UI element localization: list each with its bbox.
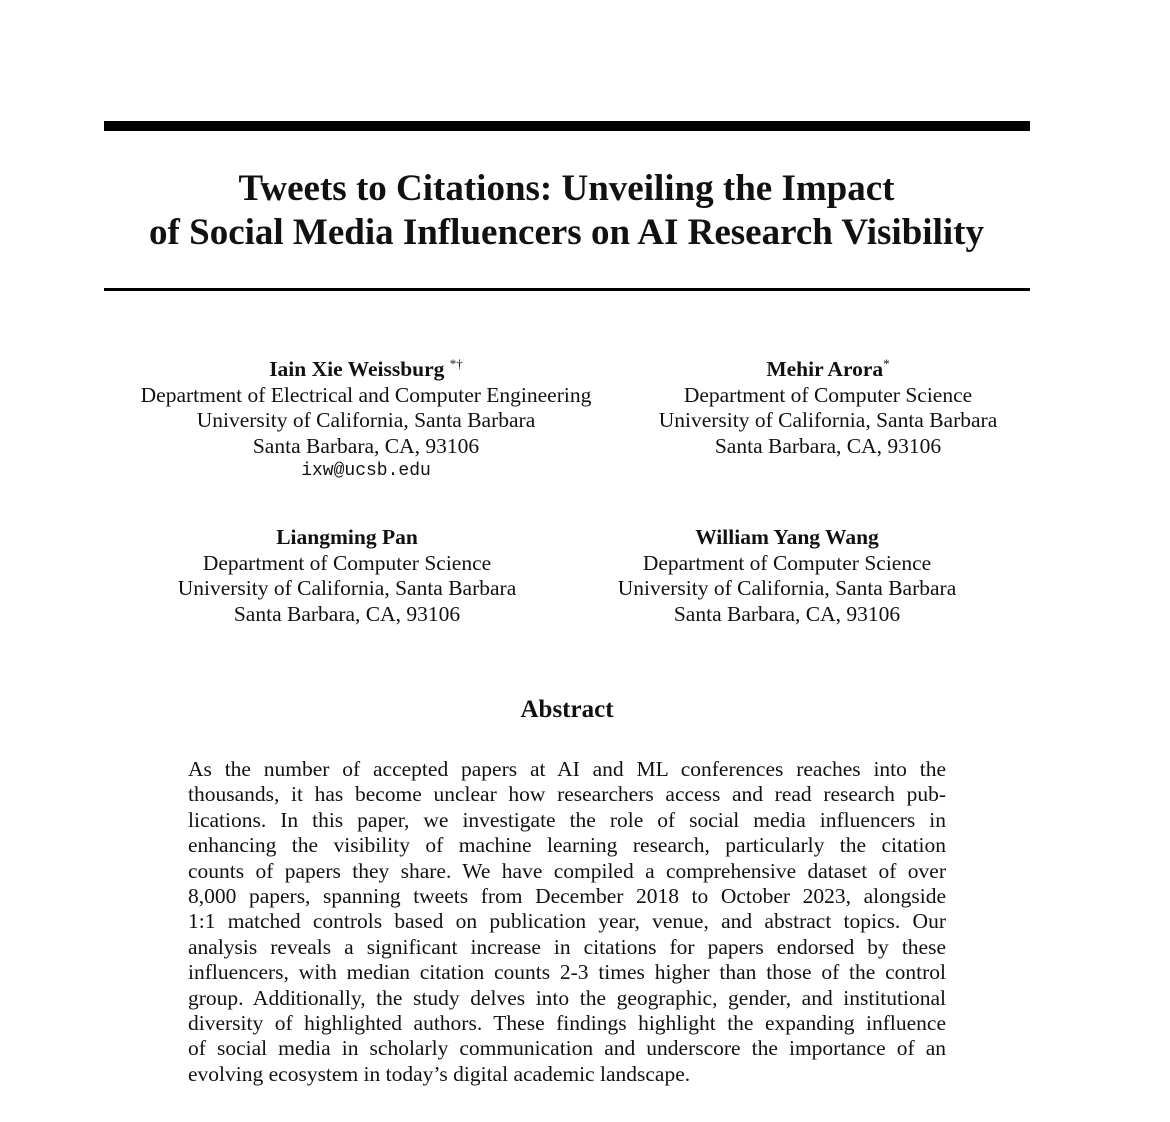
abstract-line: evolving ecosystem in today’s digital academic landscape. [188,1061,691,1086]
author-university: University of California, Santa Barbara [177,576,517,600]
title-line-2: of Social Media Influencers on AI Research Visibility [149,212,984,253]
bottom-rule [104,288,1030,291]
author-department: Department of Computer Science [683,382,973,407]
paper-title [0,167,1133,255]
title-line-1: Tweets to Citations: Unveiling the Impact [238,168,895,209]
abstract-line: As the number of accepted papers at AI and ML conferences reaches into the [188,757,946,781]
author-footnote-mark: * [883,356,890,371]
author-block-wang [587,525,987,627]
author-university: University of California, Santa Barbara [658,408,998,432]
abstract-body [188,757,946,1087]
author-block-pan [147,525,547,627]
abstract-line: influencers, with median citation counts 2-3 times higher than those of the control [188,960,946,985]
author-email[interactable]: ixw@ucsb.edu [301,461,431,481]
abstract-line: 1:1 matched controls based on publication year, venue, and abstract topics. Our [188,909,946,934]
author-address: Santa Barbara, CA, 93106 [233,601,461,626]
abstract-line: diversity of highlighted authors. These findings highlight the expanding influence [188,1011,946,1036]
author-university: University of California, Santa Barbara [617,576,957,600]
author-address: Santa Barbara, CA, 93106 [714,433,942,458]
abstract-line: 8,000 papers, spanning tweets from December 2018 to October 2023, alongside [188,884,946,909]
abstract-line: counts of papers they share. We have compiled a comprehensive dataset of over [188,858,946,883]
author-name: William Yang Wang [695,525,879,549]
author-footnote-mark: *† [449,356,463,371]
abstract-line: analysis reveals a significant increase in citations for papers endorsed by these [188,934,946,959]
abstract-line: of social media in scholarly communication and underscore the importance of an [188,1036,946,1061]
abstract-line: lications. In this paper, we investigate the role of social media influencers in [188,807,946,832]
author-name: Liangming Pan [276,525,418,549]
author-department: Department of Electrical and Computer Engineering [140,382,592,407]
author-department: Department of Computer Science [642,550,932,575]
author-address: Santa Barbara, CA, 93106 [673,601,901,626]
abstract-line: enhancing the visibility of machine learning research, particularly the citation [188,833,946,858]
abstract-heading: Abstract [520,696,614,723]
author-block-weissburg [90,357,642,485]
author-department: Department of Computer Science [202,550,492,575]
abstract-line: group. Additionally, the study delves into the geographic, gender, and institutional [188,985,946,1010]
abstract-line: thousands, it has become unclear how researchers access and read research pub- [188,782,946,807]
top-rule [104,121,1030,131]
author-block-arora [628,357,1028,459]
author-university: University of California, Santa Barbara [196,408,536,432]
author-name: Iain Xie Weissburg *† [269,356,463,381]
author-name: Mehir Arora* [766,356,890,381]
author-address: Santa Barbara, CA, 93106 [252,433,480,458]
